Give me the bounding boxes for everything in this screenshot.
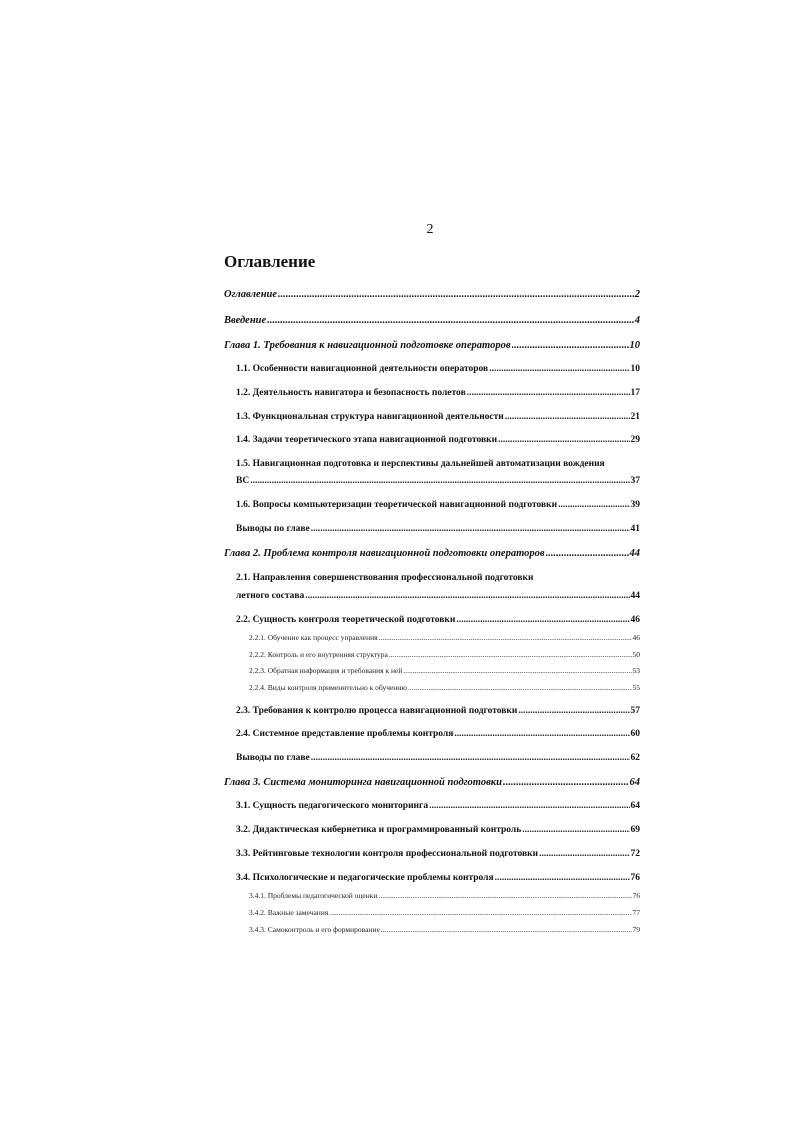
toc-entry[interactable]: 3.1. Сущность педагогического мониторинга ..... 64 <box>236 801 640 811</box>
toc-entry[interactable]: 3.4.3. Самоконтроль и его формирование ..... 79 <box>249 925 640 934</box>
toc-entry[interactable]: Оглавление ..... 2 <box>224 289 640 300</box>
toc-entry[interactable]: 2.2.1. Обучение как процесс управления ..... 46 <box>249 633 640 642</box>
toc-entry[interactable]: Выводы по главе ..... 41 <box>236 524 640 534</box>
toc-entry[interactable]: летного состава ..... 44 <box>236 591 640 601</box>
toc-entry[interactable]: 1.2. Деятельность навигатора и безопасность полетов ..... 17 <box>236 388 640 398</box>
toc-entry[interactable]: 3.4. Психологические и педагогические проблемы контроля ..... 76 <box>236 873 640 883</box>
toc-entry[interactable]: 3.4.2. Важные замечания ..... 77 <box>249 908 640 917</box>
toc-entry-line1[interactable]: 1.5. Навигационная подготовка и перспективы дальнейшей автоматизации вождения <box>236 459 605 469</box>
toc-entry[interactable]: 3.3. Рейтинговые технологии контроля профессиональной подготовки ..... 72 <box>236 849 640 859</box>
toc-entry[interactable]: Выводы по главе ..... 62 <box>236 753 640 763</box>
toc-entry[interactable]: 1.1. Особенности навигационной деятельности операторов ..... 10 <box>236 364 640 374</box>
toc-entry[interactable]: 2.2.2. Контроль и его внутренняя структура ..... 50 <box>249 650 640 659</box>
toc-entry[interactable]: 2.2. Сущность контроля теоретической подготовки ..... 46 <box>236 615 640 625</box>
toc-entry[interactable]: 1.6. Вопросы компьютеризации теоретической навигационной подготовки ..... 39 <box>236 500 640 510</box>
toc-entry[interactable]: 1.3. Функциональная структура навигационной деятельности ..... 21 <box>236 412 640 422</box>
toc-entry[interactable]: 1.4. Задачи теоретического этапа навигационной подготовки ..... 29 <box>236 435 640 445</box>
page-number: 2 <box>426 222 434 237</box>
toc-entry[interactable]: ВС ..... 37 <box>236 476 640 486</box>
toc-entry[interactable]: 2.2.4. Виды контроля применительно к обучению ..... 55 <box>249 683 640 692</box>
toc-entry[interactable]: 3.2. Дидактическая кибернетика и программированный контроль ..... 69 <box>236 825 640 835</box>
toc-entry[interactable]: 3.4.1. Проблемы педагогической оценки ..... 76 <box>249 891 640 900</box>
toc-entry[interactable]: Глава 1. Требования к навигационной подготовке операторов ..... 10 <box>224 340 640 351</box>
toc-entry[interactable]: 2.2.3. Обратная информация и требования к ней ..... 53 <box>249 666 640 675</box>
toc-entry[interactable]: 2.4. Системное представление проблемы контроля ..... 60 <box>236 729 640 739</box>
toc-entry[interactable]: 2.3. Требования к контролю процесса навигационной подготовки ..... 57 <box>236 706 640 716</box>
toc-entry-line1[interactable]: 2.1. Направления совершенствования профессиональной подготовки <box>236 573 534 583</box>
page-title: Оглавление <box>224 252 316 271</box>
toc-entry[interactable]: Глава 3. Система мониторинга навигационной подготовки ..... 64 <box>224 777 640 788</box>
toc-entry[interactable]: Введение ..... 4 <box>224 315 640 326</box>
toc-entry[interactable]: Глава 2. Проблема контроля навигационной подготовки операторов ..... 44 <box>224 548 640 559</box>
